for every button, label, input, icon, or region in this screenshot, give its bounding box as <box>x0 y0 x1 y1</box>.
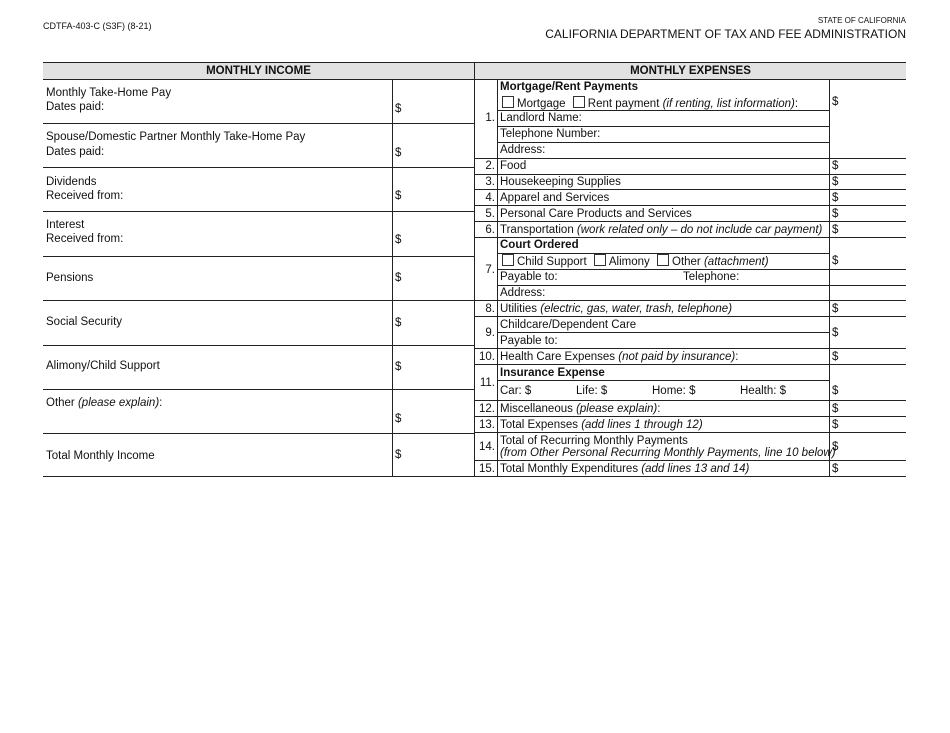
recurring-note: (from Other Personal Recurring Monthly Payments, line 10 below) <box>500 447 836 459</box>
insurance-heading: Insurance Expense <box>500 367 605 379</box>
transportation-amount[interactable]: $ <box>832 224 839 236</box>
income-take-home-label: Monthly Take-Home Pay <box>46 87 172 99</box>
income-interest-amount[interactable]: $ <box>395 234 402 246</box>
housekeeping-label: Housekeeping Supplies <box>500 176 621 188</box>
recurring-label: Total of Recurring Monthly Payments <box>500 435 688 447</box>
court-address-field[interactable]: Address: <box>500 287 546 299</box>
expenses-header: MONTHLY EXPENSES <box>475 62 906 80</box>
state-label: STATE OF CALIFORNIA <box>817 16 906 25</box>
childcare-payable-to-field[interactable]: Payable to: <box>500 335 558 347</box>
expense-number: 14. <box>479 441 495 453</box>
income-total-amount[interactable]: $ <box>395 449 402 461</box>
court-telephone-field[interactable]: Telephone: <box>683 271 740 283</box>
income-spouse-amount[interactable]: $ <box>395 147 402 159</box>
court-payable-to-field[interactable]: Payable to: <box>500 271 558 283</box>
landlord-name-field[interactable]: Landlord Name: <box>500 112 582 124</box>
income-social-security-amount[interactable]: $ <box>395 317 402 329</box>
income-alimony-amount[interactable]: $ <box>395 361 402 373</box>
total-expenditures-label: Total Monthly Expenditures (add lines 13 and 14) <box>500 463 750 475</box>
income-dividends-from-label: Received from: <box>46 190 124 202</box>
income-spouse-label: Spouse/Domestic Partner Monthly Take-Home Pay <box>46 131 306 143</box>
mortgage-amount[interactable]: $ <box>832 96 839 108</box>
insurance-home-field[interactable]: Home: $ <box>652 385 696 397</box>
income-dividends-amount[interactable]: $ <box>395 190 402 202</box>
food-label: Food <box>500 160 527 172</box>
income-pensions-amount[interactable]: $ <box>395 272 402 284</box>
income-dividends-label: Dividends <box>46 176 97 188</box>
expense-number: 13. <box>479 419 495 431</box>
income-take-home-amount[interactable]: $ <box>395 103 402 115</box>
expense-number: 10. <box>479 351 495 363</box>
expense-number: 15. <box>479 463 495 475</box>
agency-title: CALIFORNIA DEPARTMENT OF TAX AND FEE ADMINISTRATION <box>545 27 906 41</box>
income-other-amount[interactable]: $ <box>395 413 402 425</box>
utilities-amount[interactable]: $ <box>832 303 839 315</box>
apparel-amount[interactable]: $ <box>832 192 839 204</box>
expense-number: 11. <box>479 377 495 389</box>
expense-number: 1. <box>485 112 495 124</box>
personal-care-label: Personal Care Products and Services <box>500 208 692 220</box>
landlord-telephone-field[interactable]: Telephone Number: <box>500 128 601 140</box>
food-amount[interactable]: $ <box>832 160 839 172</box>
income-spouse-dates-label: Dates paid: <box>46 146 105 158</box>
income-social-security-label: Social Security <box>46 316 123 328</box>
health-care-label: Health Care Expenses (not paid by insurance): <box>500 351 739 363</box>
misc-label: Miscellaneous (please explain): <box>500 403 661 415</box>
mortgage-checkbox[interactable] <box>502 96 514 108</box>
expense-number: 3. <box>485 176 495 188</box>
personal-care-amount[interactable]: $ <box>832 208 839 220</box>
mortgage-rent-options: Mortgage Rent payment (if renting, list information): <box>502 96 798 111</box>
expense-number: 7. <box>485 264 495 276</box>
income-other-label: Other (please explain): <box>46 397 163 409</box>
income-pensions-label: Pensions <box>46 272 94 284</box>
insurance-amount[interactable]: $ <box>832 385 839 397</box>
insurance-life-field[interactable]: Life: $ <box>576 385 608 397</box>
child-support-checkbox[interactable] <box>502 254 514 266</box>
recurring-amount[interactable]: $ <box>832 441 839 453</box>
expense-number: 8. <box>485 303 495 315</box>
total-expenses-amount[interactable]: $ <box>832 419 839 431</box>
income-alimony-label: Alimony/Child Support <box>46 360 160 372</box>
expense-number: 6. <box>485 224 495 236</box>
court-ordered-options: Child Support Alimony Other (attachment) <box>502 254 769 269</box>
total-expenses-label: Total Expenses (add lines 1 through 12) <box>500 419 703 431</box>
income-take-home-dates-label: Dates paid: <box>46 101 105 113</box>
insurance-car-field[interactable]: Car: $ <box>500 385 532 397</box>
income-total-label: Total Monthly Income <box>46 450 155 462</box>
rent-checkbox[interactable] <box>573 96 585 108</box>
expense-number: 4. <box>485 192 495 204</box>
alimony-checkbox[interactable] <box>594 254 606 266</box>
court-ordered-amount[interactable]: $ <box>832 255 839 267</box>
expense-number: 9. <box>485 327 495 339</box>
landlord-address-field[interactable]: Address: <box>500 144 546 156</box>
apparel-label: Apparel and Services <box>500 192 610 204</box>
housekeeping-amount[interactable]: $ <box>832 176 839 188</box>
expense-number: 12. <box>479 403 495 415</box>
court-ordered-heading: Court Ordered <box>500 239 579 251</box>
childcare-amount[interactable]: $ <box>832 327 839 339</box>
transportation-label: Transportation (work related only – do not include car payment) <box>500 224 823 236</box>
income-interest-label: Interest <box>46 219 85 231</box>
form-number: CDTFA-403-C (S3F) (8-21) <box>43 21 152 31</box>
expense-number: 2. <box>485 160 495 172</box>
income-interest-from-label: Received from: <box>46 233 124 245</box>
childcare-label: Childcare/Dependent Care <box>500 319 637 331</box>
mortgage-heading: Mortgage/Rent Payments <box>500 81 639 93</box>
total-expenditures-amount[interactable]: $ <box>832 463 839 475</box>
utilities-label: Utilities (electric, gas, water, trash, telephone) <box>500 303 733 315</box>
misc-amount[interactable]: $ <box>832 403 839 415</box>
other-checkbox[interactable] <box>657 254 669 266</box>
insurance-health-field[interactable]: Health: $ <box>740 385 787 397</box>
health-care-amount[interactable]: $ <box>832 351 839 363</box>
income-header: MONTHLY INCOME <box>43 62 474 80</box>
expense-number: 5. <box>485 208 495 220</box>
